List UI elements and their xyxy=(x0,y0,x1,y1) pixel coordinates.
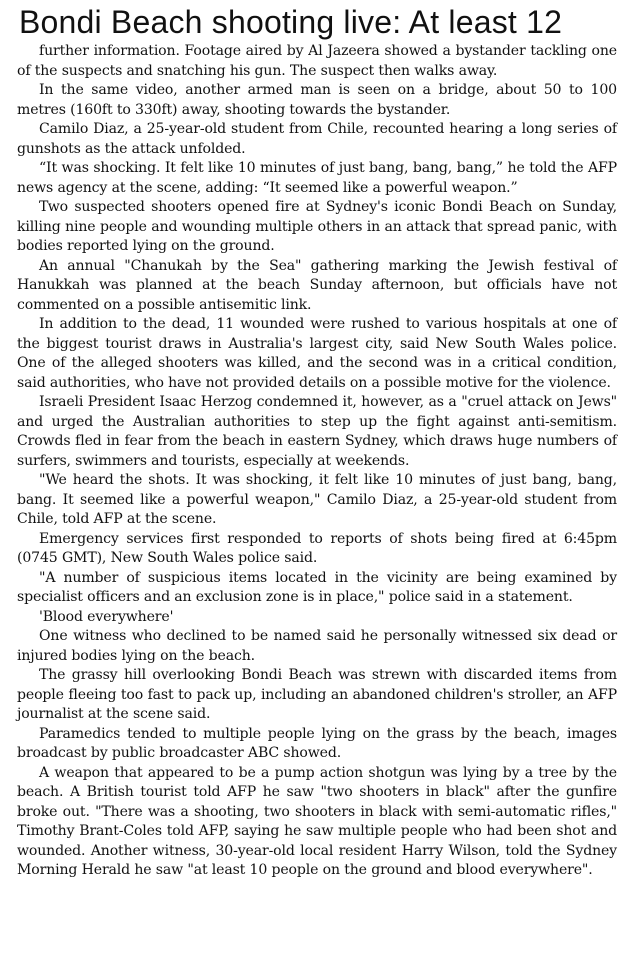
article-paragraph-6: An annual "Chanukah by the Sea" gathering marking the Jewish festival of Hanukkah was planned at the beach Sunday afternoon, but officials have not commented on a possible antisemitic link. xyxy=(17,257,617,313)
article-paragraph-15: Paramedics tended to multiple people lying on the grass by the beach, images broadcast by public broadcaster ABC showed. xyxy=(17,725,617,761)
article-paragraph-8: Israeli President Isaac Herzog condemned it, however, as a "cruel attack on Jews" and urged the Australian authorities to step up the fight against anti-semitism. Crowds fled in fear from the beach in eastern Sydney, which draws huge numbers of surfers, swimmers and tourists, especially at weekends. xyxy=(17,394,617,469)
article-paragraph-10: Emergency services first responded to reports of shots being fired at 6:45pm (0745 GMT), New South Wales police said. xyxy=(17,530,617,566)
article-paragraph-7: In addition to the dead, 11 wounded were rushed to various hospitals at one of the biggest tourist draws in Australia's largest city, said New South Wales police. One of the alleged shooters was killed, and the second was in a critical condition, said authorities, who have not provided details on a possible motive for the violence. xyxy=(17,316,617,391)
article-paragraph-16: A weapon that appeared to be a pump action shotgun was lying by a tree by the beach. A British tourist told AFP he saw "two shooters in black" after the gunfire broke out. "There was a shooting, two shooters in black with semi-automatic rifles," Timothy Brant-Coles told AFP, saying he saw multiple people who had been shot and wounded. Another witness, 30-year-old local resident Harry Wilson, told the Sydney Morning Herald he saw "at least 10 people on the ground and blood everywhere". xyxy=(17,764,617,878)
article-paragraph-4: “It was shocking. It felt like 10 minutes of just bang, bang, bang,” he told the AFP news agency at the scene, adding: “It seemed like a powerful weapon.” xyxy=(17,160,617,196)
article-paragraph-2: In the same video, another armed man is seen on a bridge, about 50 to 100 metres (160ft to 330ft) away, shooting towards the bystander. xyxy=(17,82,617,118)
article-paragraph-13: One witness who declined to be named said he personally witnessed six dead or injured bodies lying on the beach. xyxy=(17,628,617,664)
article-paragraph-9: "We heard the shots. It was shocking, it felt like 10 minutes of just bang, bang, bang. It seemed like a powerful weapon," Camilo Diaz, a 25-year-old student from Chile, told AFP at the scene. xyxy=(17,472,617,527)
article-paragraph-11: "A number of suspicious items located in the vicinity are being examined by specialist officers and an exclusion zone is in place," police said in a statement. xyxy=(17,569,617,605)
article-paragraph-5: Two suspected shooters opened fire at Sydney's iconic Bondi Beach on Sunday, killing nine people and wounding multiple others in an attack that spread panic, with bodies reported lying on the ground. xyxy=(17,199,617,254)
article-paragraph-3: Camilo Diaz, a 25-year-old student from Chile, recounted hearing a long series of gunshots as the attack unfolded. xyxy=(17,121,617,157)
article-paragraph-14: The grassy hill overlooking Bondi Beach was strewn with discarded items from people fleeing too fast to pack up, including an abandoned children's stroller, an AFP journalist at the scene said. xyxy=(17,667,617,722)
article-paragraph-1: further information. Footage aired by Al Jazeera showed a bystander tackling one of the suspects and snatching his gun. The suspect then walks away. xyxy=(17,43,617,79)
article-body xyxy=(17,42,617,881)
article-headline: Bondi Beach shooting live: At least 12 xyxy=(19,4,563,40)
section-subheading: 'Blood everywhere' xyxy=(39,608,174,625)
